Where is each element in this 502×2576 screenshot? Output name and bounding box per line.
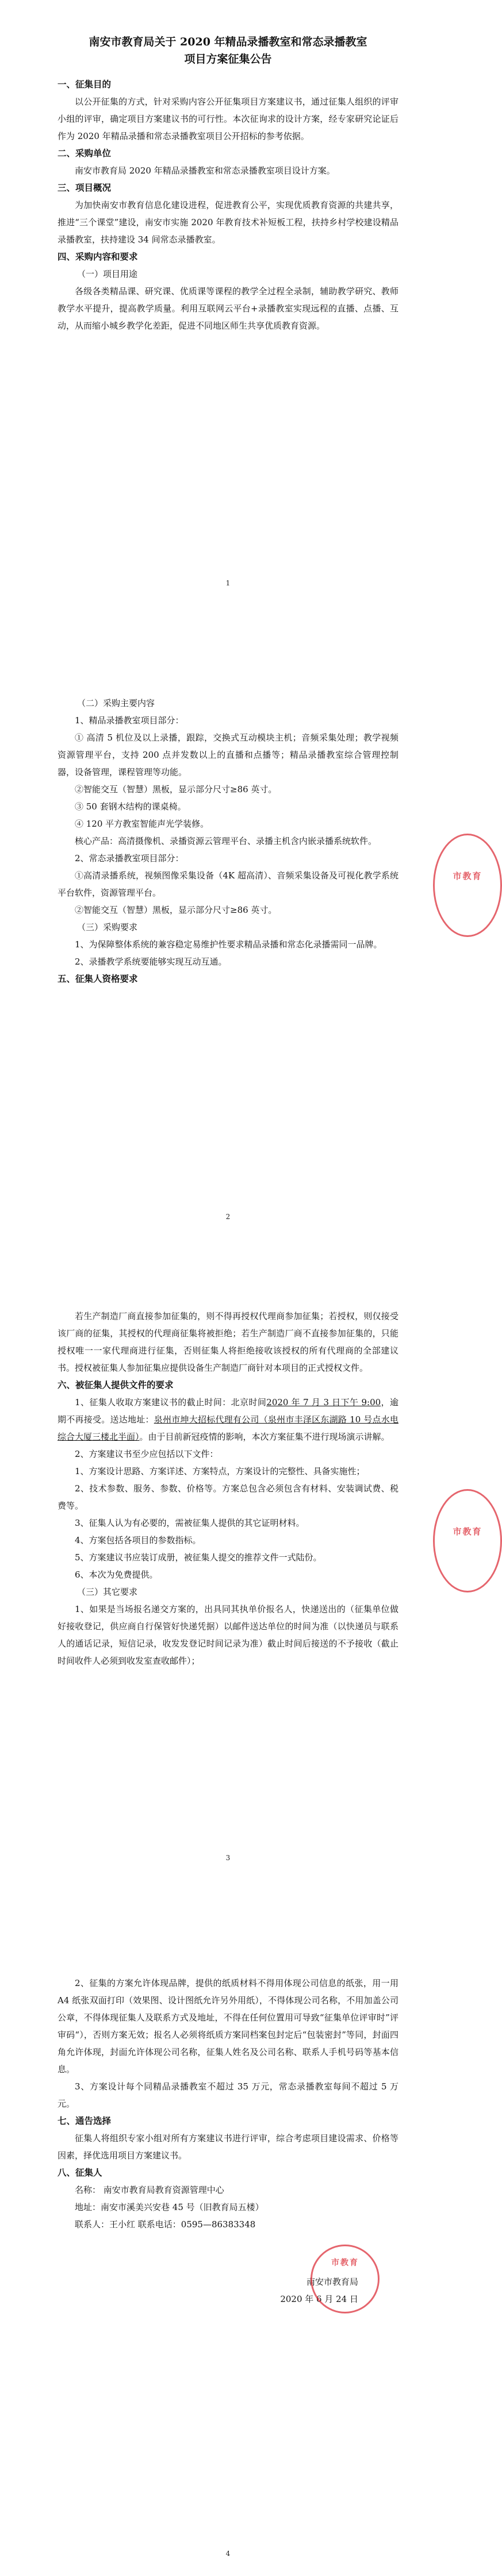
required-file-1: 1、方案设计思路、方案详述、方案特点，方案设计的完整性、具备实施性； bbox=[75, 1466, 365, 1476]
normal-recording-item-2: ②智能交互（智慧）黑板，显示部分尺寸≥86 英寸。 bbox=[75, 905, 277, 915]
other-requirement-2: 2、征集的方案允许体现品牌，提供的纸质材料不得用体现公司信息的纸张，用一用 A4 纸张双面打印（效果图、设计图纸允许另外用纸），不得体现公司名称，不用加盖公司公章，不得体现征集人及联系方式及地址，不得在任何位置用可导致“征集单位评审时”评审码“），否则方案无效；报名人必须将纸质方案同档案包封定后“包装密封”等同，封面四角允许体现，封面允许体现公司名称，征集人姓名及公司名称、联系人手机号码等基本信息。 bbox=[58, 1978, 398, 2074]
page-number: 2 bbox=[225, 1213, 231, 1221]
section-3-paragraph: 为加快南安市教育信息化建设进程，促进教育公平，实现优质教育资源的共建共享，推进“三个课堂”建设，南安市实施 2020 年教育技术补短板工程，扶持乡村学校建设精品录播教室，扶持建设 34 间常态录播教室。 bbox=[58, 200, 398, 245]
section-7-heading: 七、通告选择 bbox=[58, 2116, 112, 2126]
document-page-3 bbox=[0, 1288, 482, 1932]
required-file-5: 5、方案建议书应装订成册，被征集人提交的推荐文件一式陆份。 bbox=[75, 1552, 322, 1563]
section-2-paragraph: 南安市教育局 2020 年精品录播教室和常态录播教室项目设计方案。 bbox=[75, 165, 335, 176]
seal-fragment-text: 市教育 bbox=[453, 871, 482, 881]
deadline-date: 2020 年 7 月 3 日下午 9:00 bbox=[266, 1397, 381, 1407]
document-page-2 bbox=[0, 644, 482, 1288]
section-2-heading: 二、采购单位 bbox=[58, 148, 112, 159]
deadline-text-a: 1、征集人收取方案建议书的截止时间：北京时间 bbox=[75, 1397, 267, 1407]
core-products-paragraph: 核心产品：高清摄像机、录播资源云管理平台、录播主机含内嵌录播系统软件。 bbox=[75, 836, 377, 846]
delivery-address: 泉州市坤大招标代理有公司（泉州市丰泽区东湖路 10 号点水电综合大厦三楼北半面） bbox=[58, 1414, 398, 1442]
document-page-1 bbox=[0, 0, 456, 644]
requirement-1: 1、为保障整体系统的兼容稳定易维护性要求精品录播和常态化录播需同一品牌。 bbox=[75, 939, 382, 950]
official-seal bbox=[311, 2245, 380, 2313]
seal-stamp-fragment bbox=[433, 834, 502, 937]
required-file-2: 2、技术参数、服务、参数、价格等。方案总包含必须包含有材料、安装调试费、税费等。 bbox=[58, 1483, 398, 1511]
seal-seam-mark-1 bbox=[433, 834, 482, 937]
section-1-heading: 一、征集目的 bbox=[58, 79, 112, 90]
seal-fragment-text: 市教育 bbox=[453, 1526, 482, 1537]
fine-recording-heading: 1、精品录播教室项目部分： bbox=[75, 715, 184, 726]
page-number: 1 bbox=[225, 579, 231, 587]
organizer-address: 地址：南安市溪美兴安巷 45 号（旧教育局五楼） bbox=[75, 2202, 264, 2212]
deadline-text-b: ，逾期不再接受。送达地址： bbox=[58, 1397, 398, 1425]
organizer-name: 名称： 南安市教育局教育资源管理中心 bbox=[75, 2185, 224, 2195]
page-number: 4 bbox=[225, 2550, 231, 2558]
section-4-purpose-paragraph: 各级各类精品课、研究课、优质课等课程的教学全过程全录制，辅助教学研究、教师教学水平提升，提高教学质量。利用互联网云平台+录播教室实现远程的直播、点播、互动，从而缩小城乡教学化差距，促进不同地区师生共享优质教育资源。 bbox=[58, 286, 398, 331]
section-4-sub-3: （三）采购要求 bbox=[77, 922, 138, 932]
normal-recording-heading: 2、常态录播教室项目部分： bbox=[75, 853, 184, 863]
section-4-sub-1: （一）项目用途 bbox=[77, 269, 138, 279]
section-1-paragraph: 以公开征集的方式，针对采购内容公开征集项目方案建议书，通过征集人组织的评审小组的评审，确定项目方案建议书的可行性。本次征询求的设计方案，经专家研究论证后作为 2020 年精品录播和常态录播教室项目公开招标的参考依据。 bbox=[58, 97, 398, 141]
fine-recording-item-3: ③ 50 套钢木结构的课桌椅。 bbox=[75, 801, 186, 812]
section-4-heading: 四、采购内容和要求 bbox=[58, 252, 138, 262]
section-5-heading: 五、征集人资格要求 bbox=[58, 974, 138, 984]
signature-block bbox=[58, 2258, 398, 2308]
signature-date: 2020 年 6 月 24 日 bbox=[280, 2294, 358, 2304]
seal-text: 市教育 bbox=[331, 2258, 359, 2268]
document-title-line2: 项目方案征集公告 bbox=[184, 53, 272, 65]
fine-recording-item-1: ① 高清 5 机位及以上录播，跟踪，交换式互动模块主机；音频采集处理；教学视频资源管理平台，支持 200 点并发数以上的直播和点播等；精品录播教室综合管理控制器，设备管理，课程管理等功能。 bbox=[58, 732, 398, 777]
deadline-text-c: 。由于目前新冠疫情的影响，本次方案征集不进行现场演示讲解。 bbox=[139, 1432, 390, 1442]
required-file-3: 3、征集人认为有必要的，需被征集人提供的其它证明材料。 bbox=[75, 1518, 305, 1528]
section-4-sub-2: （二）采购主要内容 bbox=[77, 698, 155, 708]
seal-seam-mark-2 bbox=[433, 1489, 482, 1592]
document-page-4 bbox=[0, 1932, 456, 2576]
other-requirement-3: 3、方案设计每个同精品录播教室不超过 35 万元，常态录播教室每间不超过 5 万元。 bbox=[58, 2081, 398, 2109]
section-7-paragraph: 征集人将组织专家小组对所有方案建议书进行评审，综合考虑项目建设需求、价格等因素，择优选用项目方案建议书。 bbox=[58, 2133, 398, 2161]
section-6-sub-3: （三）其它要求 bbox=[77, 1587, 138, 1597]
normal-recording-item-1: ①高清录播系统，视频图像采集设备（4K 超高清）、音频采集设备及可视化教学系统平台软件，资源管理平台。 bbox=[58, 870, 398, 898]
other-requirement-1: 1、如果是当场报名递交方案的，出具同其执单价报名人，快递送出的（征集单位做好接收登记，供应商自行保管好快递凭据）以邮件送达单位的时间为准（以快递员与联系人的通话记录，短信记录，收发发登记时间记录为准）截止时间后接送的不予接收（截止时间收件人必须到收发室查收邮件）； bbox=[58, 1604, 398, 1666]
section-8-heading: 八、征集人 bbox=[58, 2168, 102, 2178]
section-5-paragraph: 若生产制造厂商直接参加征集的，则不得再授权代理商参加征集；若授权，则仅接受该厂商的征集，其授权的代理商征集将被拒绝；若生产制造厂商不直接参加征集的，只能授权唯一一家代理商进行征集，否则征集人将拒绝接收该授权的所有代理商的全部建议书。授权被征集人参加征集应提供设备生产制造厂商针对本项目的正式授权文件。 bbox=[58, 1311, 398, 1373]
section-6-heading: 六、被征集人提供文件的要求 bbox=[58, 1380, 174, 1390]
required-file-4: 4、方案包括各项目的参数指标。 bbox=[75, 1535, 201, 1545]
fine-recording-item-4: ④ 120 平方教室智能声光学装修。 bbox=[75, 819, 209, 829]
organizer-contact: 联系人：王小红 联系电话：0595—86383348 bbox=[75, 2219, 256, 2230]
requirement-2: 2、录播教学系统要能够实现互动互通。 bbox=[75, 957, 227, 967]
fine-recording-item-2: ②智能交互（智慧）黑板，显示部分尺寸≥86 英寸。 bbox=[75, 784, 277, 795]
required-file-6: 6、本次为免费提供。 bbox=[75, 1569, 158, 1580]
deadline-paragraph bbox=[58, 1394, 398, 1445]
section-3-heading: 三、项目概况 bbox=[58, 183, 112, 193]
seal-stamp-fragment bbox=[433, 1489, 502, 1592]
page-number: 3 bbox=[225, 1854, 231, 1862]
required-files-heading: 2、方案建议书至少应包括以下文件： bbox=[75, 1449, 219, 1459]
document-title-line1: 南安市教育局关于 2020 年精品录播教室和常态录播教室 bbox=[89, 36, 367, 48]
signature-organization: 南安市教育局 bbox=[306, 2277, 358, 2287]
